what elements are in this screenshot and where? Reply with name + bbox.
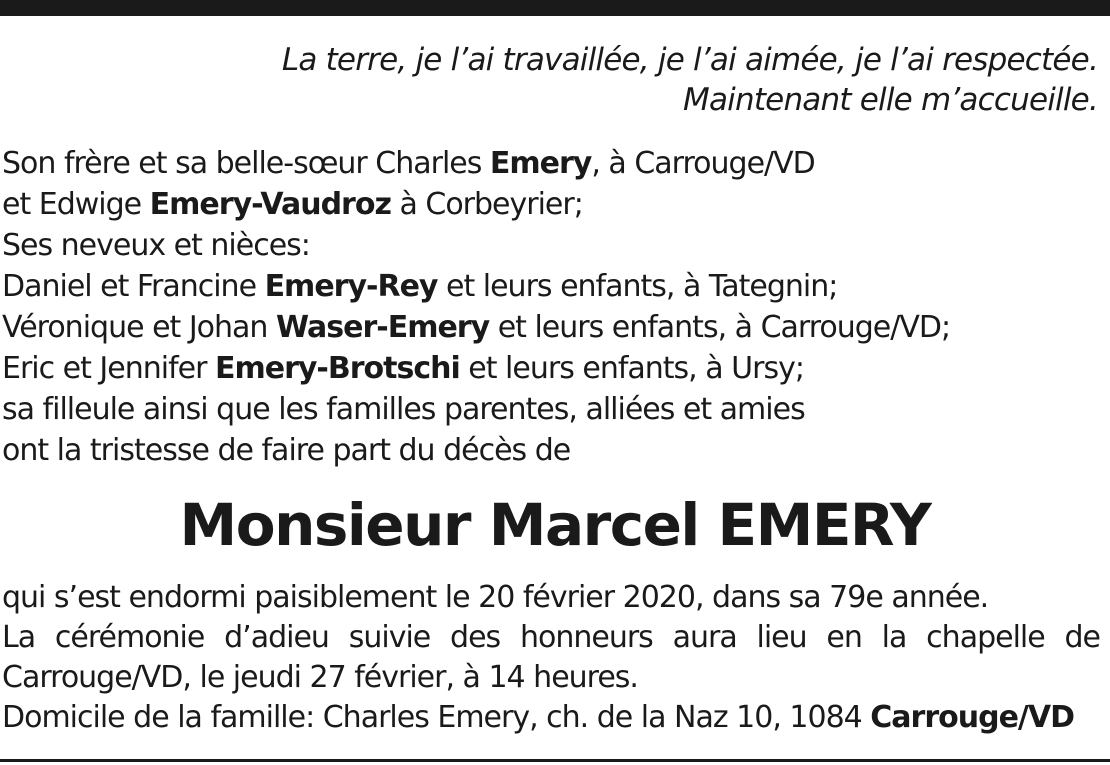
family-line-6-place: et leurs enfants, à Ursy; <box>459 351 804 386</box>
family-line-3: Ses neveux et nièces: <box>2 228 310 263</box>
domicile-text: Domicile de la famille: Charles Emery, ch. de la Naz 10, 1084 <box>2 700 871 735</box>
family-line-8: ont la tristesse de faire part du décès de <box>2 433 571 468</box>
family-announcement <box>2 143 950 471</box>
family-line-1 <box>2 143 950 184</box>
domicile-place: Carrouge/VD <box>870 700 1074 735</box>
closing-line-3: Carrouge/VD, le jeudi 27 février, à 14 heures. <box>2 660 638 695</box>
family-line-1-name: Emery <box>489 146 592 181</box>
closing-notice <box>2 578 1100 738</box>
epigraph-line-2: Maintenant elle m’accueille. <box>683 82 1098 118</box>
family-line-6-text: Eric et Jennifer <box>2 351 215 386</box>
family-line-5-place: et leurs enfants, à Carrouge/VD; <box>489 310 951 345</box>
family-line-4 <box>2 266 950 307</box>
family-line-4-name: Emery-Rey <box>264 269 438 304</box>
deceased-name: Monsieur Marcel EMERY <box>179 491 931 559</box>
family-line-2-place: à Corbeyrier; <box>390 187 583 222</box>
bottom-rule <box>0 759 1110 762</box>
top-rule <box>0 0 1110 16</box>
epigraph-line-1: La terre, je l’ai travaillée, je l’ai aimée, je l’ai respectée. <box>281 42 1098 78</box>
family-line-4-text: Daniel et Francine <box>2 269 265 304</box>
family-line-1-place: , à Carrouge/VD <box>591 146 815 181</box>
family-line-5-name: Waser-Emery <box>275 310 490 345</box>
family-line-4-place: et leurs enfants, à Tategnin; <box>437 269 838 304</box>
closing-line-4 <box>2 698 1100 738</box>
closing-line-2: La cérémonie d’adieu suivie des honneurs aura lieu en la chapelle de <box>2 620 1100 655</box>
family-line-7: sa filleule ainsi que les familles parentes, alliées et amies <box>2 392 805 427</box>
family-line-2-name: Emery-Vaudroz <box>149 187 391 222</box>
family-line-6-name: Emery-Brotschi <box>214 351 460 386</box>
closing-line-1: qui s’est endormi paisiblement le 20 février 2020, dans sa 79e année. <box>2 580 989 615</box>
family-line-5-text: Véronique et Johan <box>2 310 276 345</box>
epigraph <box>282 40 1098 120</box>
family-line-2 <box>2 184 950 225</box>
family-line-6 <box>2 348 950 389</box>
family-line-1-text: Son frère et sa belle-sœur Charles <box>2 146 490 181</box>
family-line-5 <box>2 307 950 348</box>
family-line-2-text: et Edwige <box>2 187 150 222</box>
